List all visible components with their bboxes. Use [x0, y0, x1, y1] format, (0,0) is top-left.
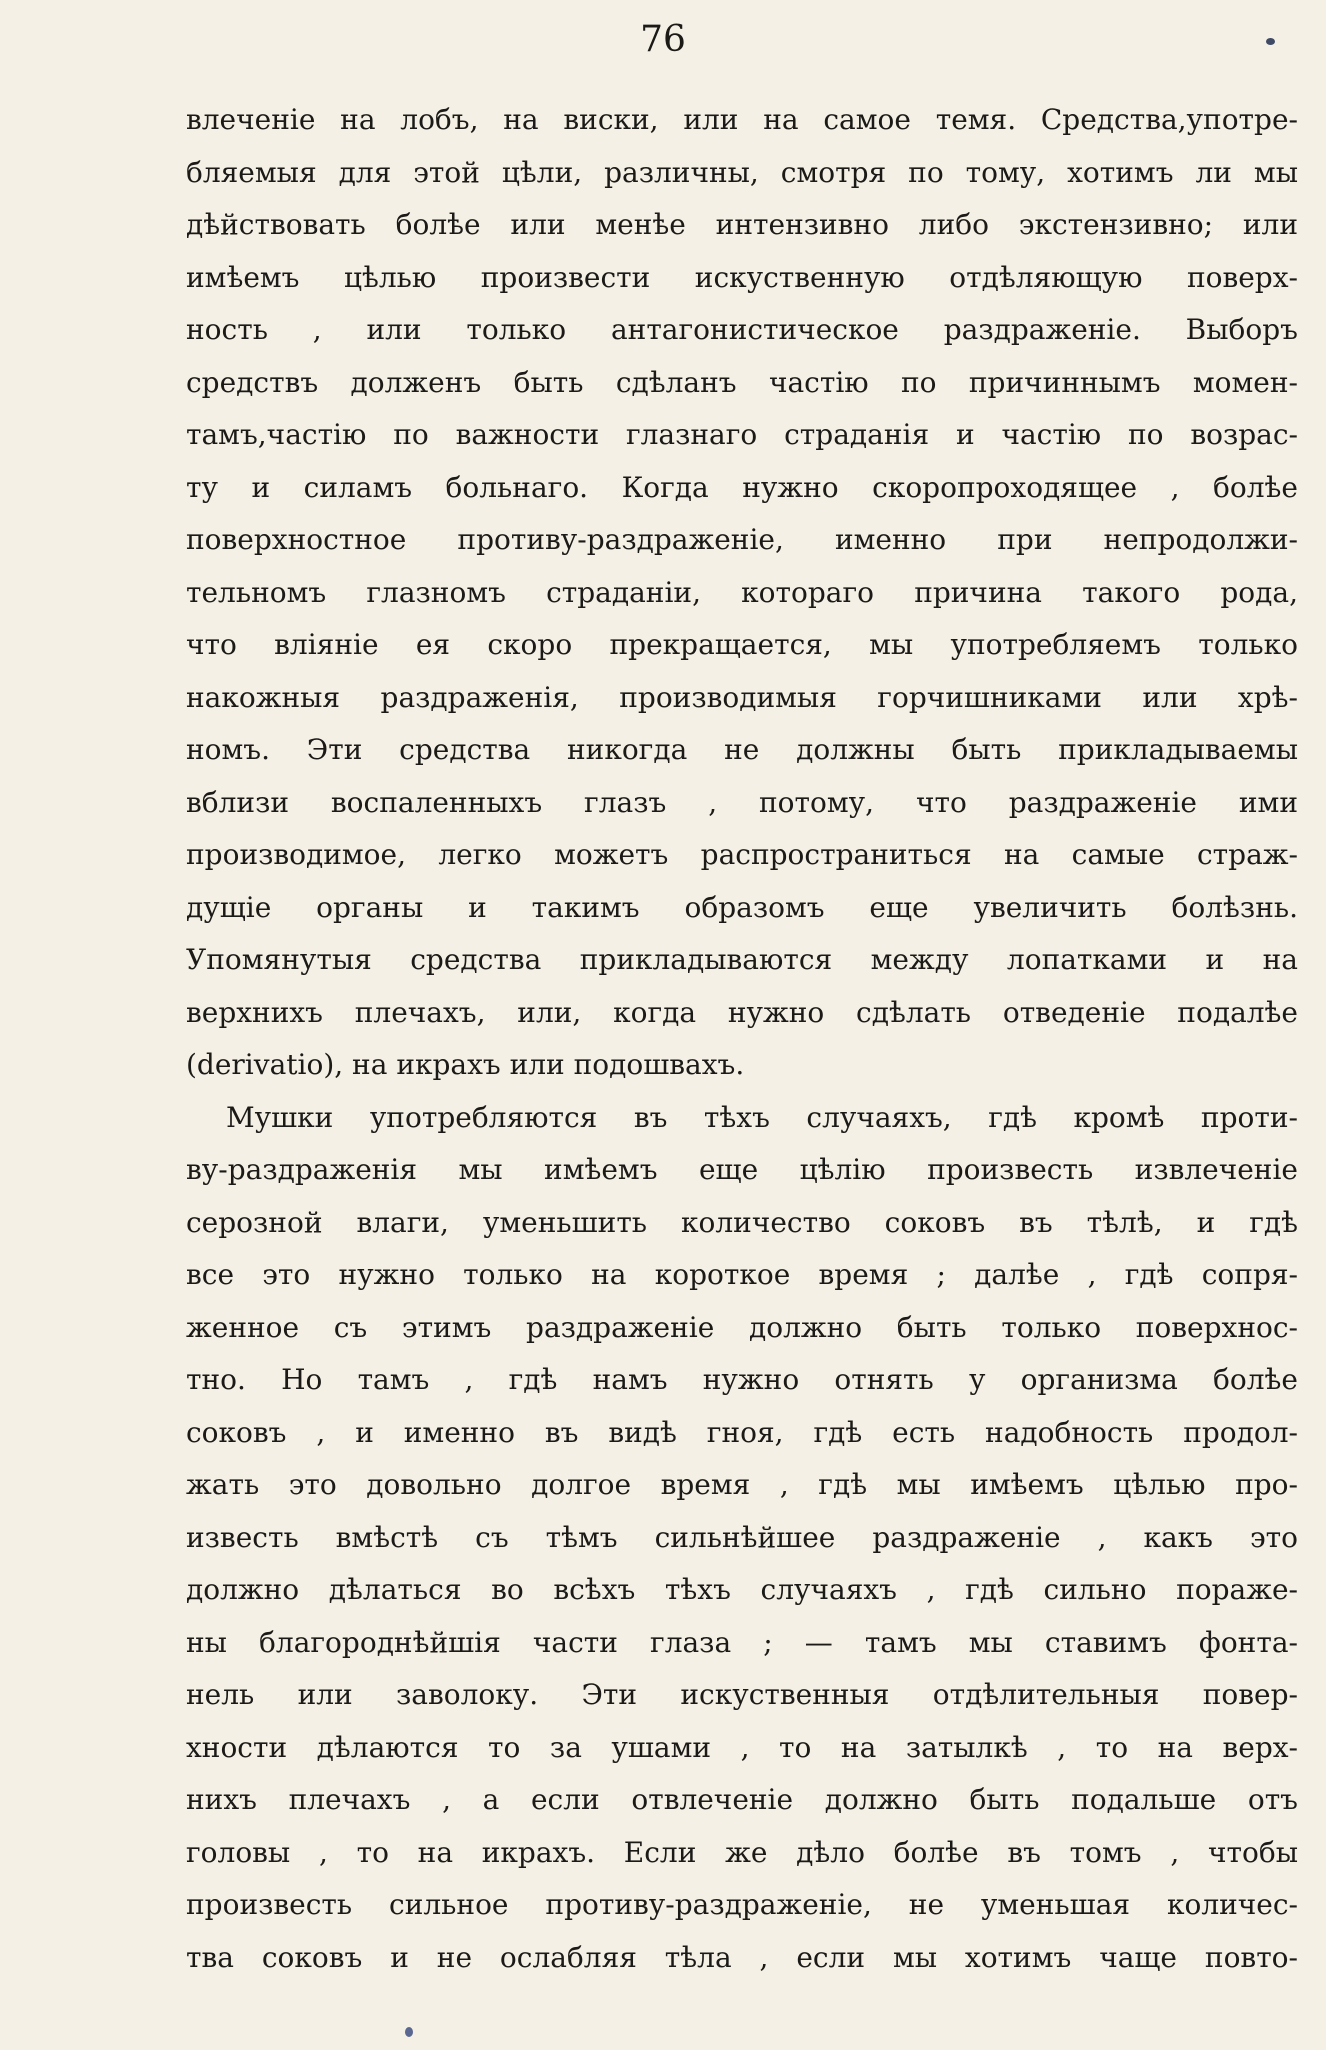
text-line: тельномъ глазномъ страданіи, котораго причина такого рода,	[186, 575, 1298, 609]
text-line: бляемыя для этой цѣли, различны, смотря по тому, хотимъ ли мы	[186, 155, 1298, 189]
text-line: Мушки употребляются въ тѣхъ случаяхъ, гдѣ кромѣ проти-	[226, 1100, 1298, 1134]
text-line: ность , или только антагонистическое раздраженіе. Выборъ	[186, 313, 1298, 346]
text-line: произвесть сильное противу-раздраженіе, не уменьшая количес-	[186, 1888, 1298, 1921]
text-line: дѣйствовать болѣе или менѣе интензивно либо экстензивно; или	[186, 208, 1298, 241]
text-line: ву-раздраженія мы имѣемъ еще цѣлію произвесть извлеченіе	[186, 1153, 1298, 1186]
text-line: ны благороднѣйшія части глаза ; — тамъ мы ставимъ фонта-	[186, 1625, 1298, 1659]
text-line: серозной влаги, уменьшить количество соковъ въ тѣлѣ, и гдѣ	[186, 1205, 1298, 1239]
text-line: должно дѣлаться во всѣхъ тѣхъ случаяхъ , гдѣ сильно пораже-	[186, 1573, 1298, 1606]
text-line: что вліяніе ея скоро прекращается, мы употребляемъ только	[186, 628, 1298, 661]
page-number: 76	[640, 19, 686, 60]
text-line: производимое, легко можетъ распространиться на самые страж-	[186, 838, 1298, 871]
ink-mark-bottom	[405, 2027, 413, 2037]
text-line: нихъ плечахъ , а если отвлеченіе должно быть подальше отъ	[186, 1783, 1298, 1816]
ink-mark	[1266, 38, 1275, 45]
text-line: хности дѣлаются то за ушами , то на затылкѣ , то на верх-	[186, 1730, 1298, 1764]
text-line: нель или заволоку. Эти искуственныя отдѣлительныя повер-	[186, 1678, 1298, 1711]
text-line: тно. Но тамъ , гдѣ намъ нужно отнять у организма болѣе	[186, 1363, 1298, 1396]
text-line: головы , то на икрахъ. Если же дѣло болѣе въ томъ , чтобы	[186, 1835, 1298, 1869]
text-line: верхнихъ плечахъ, или, когда нужно сдѣлать отведеніе подалѣе	[186, 995, 1298, 1029]
text-line: влеченіе на лобъ, на виски, или на самое темя. Средства,употре-	[186, 103, 1298, 136]
text-line: дущіе органы и такимъ образомъ еще увеличить болѣзнь.	[186, 890, 1298, 924]
text-line: тамъ,частію по важности глазнаго страданія и частію по возрас-	[186, 418, 1298, 451]
text-line: женное съ этимъ раздраженіе должно быть только поверхнос-	[186, 1310, 1298, 1344]
text-line: тва соковъ и не ослабляя тѣла , если мы хотимъ чаще повто-	[186, 1940, 1298, 1974]
body-text	[186, 94, 1298, 1984]
text-line: соковъ , и именно въ видѣ гноя, гдѣ есть надобность продол-	[186, 1415, 1298, 1449]
text-line: Упомянутыя средства прикладываются между лопатками и на	[186, 943, 1298, 976]
text-line: накожныя раздраженія, производимыя горчишниками или хрѣ-	[186, 680, 1298, 714]
text-line: средствъ долженъ быть сдѣланъ частію по причиннымъ момен-	[186, 365, 1298, 399]
text-line: поверхностное противу-раздраженіе, именно при непродолжи-	[186, 523, 1298, 556]
text-line: номъ. Эти средства никогда не должны быть прикладываемы	[186, 733, 1298, 766]
text-line: ту и силамъ больнаго. Когда нужно скоропроходящее , болѣе	[186, 470, 1298, 504]
text-line: известь вмѣстѣ съ тѣмъ сильнѣйшее раздраженіе , какъ это	[186, 1520, 1298, 1554]
text-line: имѣемъ цѣлью произвести искуственную отдѣляющую поверх-	[186, 260, 1298, 294]
text-line: вблизи воспаленныхъ глазъ , потому, что раздраженіе ими	[186, 785, 1298, 819]
text-line: все это нужно только на короткое время ; далѣе , гдѣ сопря-	[186, 1258, 1298, 1291]
text-line: (derivatio), на икрахъ или подошвахъ.	[186, 1048, 745, 1081]
text-line: жать это довольно долгое время , гдѣ мы имѣемъ цѣлью про-	[186, 1468, 1298, 1501]
